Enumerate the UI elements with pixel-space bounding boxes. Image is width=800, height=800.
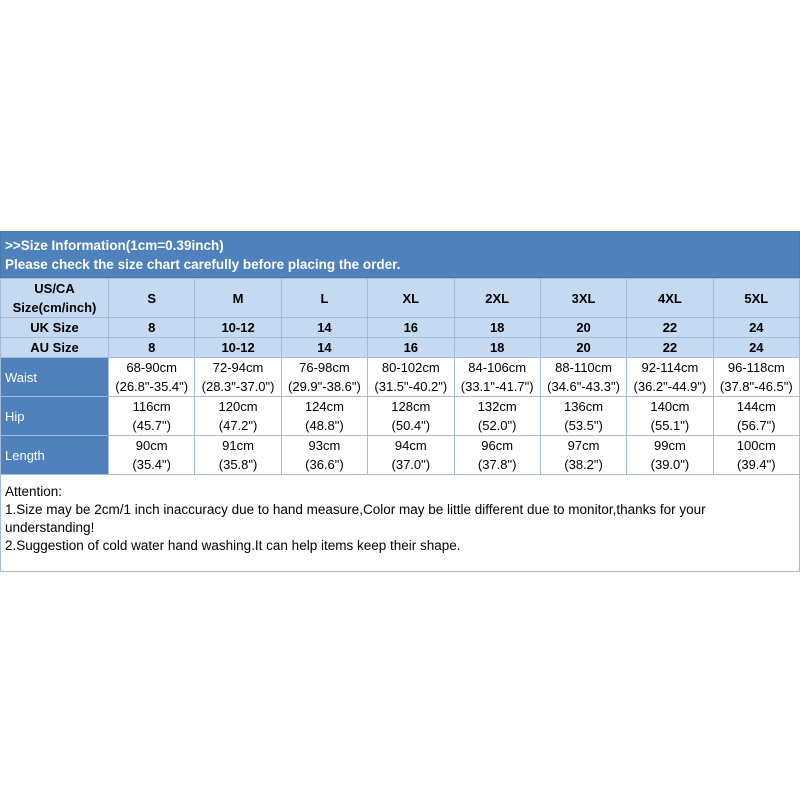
inch-value: (36.2"-44.9"): [633, 379, 707, 394]
cm-value: 132cm: [477, 399, 517, 414]
inch-value: (48.8"): [305, 418, 344, 433]
hip-cell: [713, 397, 799, 436]
us-size-cell: 4XL: [627, 279, 713, 318]
length-cell: [454, 436, 540, 475]
inch-value: (33.1"-41.7"): [460, 379, 534, 394]
hip-cell: [109, 397, 195, 436]
waist-cell: [281, 358, 367, 397]
waist-label: Waist: [1, 358, 109, 397]
notes-line-1: 1.Size may be 2cm/1 inch inaccuracy due to hand measure,Color may be little different due to monitor,thanks for your understanding!: [5, 502, 706, 535]
length-cell: [540, 436, 626, 475]
inch-value: (35.8"): [218, 457, 258, 472]
us-size-cell: L: [281, 279, 367, 318]
length-cell: [109, 436, 195, 475]
hip-cell: [195, 397, 281, 436]
uk-size-row: [1, 318, 800, 338]
cm-value: 94cm: [394, 438, 427, 453]
uk-size-cell: 20: [540, 318, 626, 338]
waist-cell: [368, 358, 454, 397]
attention-notes: [0, 475, 800, 572]
cm-value: 136cm: [564, 399, 604, 414]
uk-size-cell: 22: [627, 318, 713, 338]
us-size-cell: S: [109, 279, 195, 318]
inch-value: (28.3"-37.0"): [201, 379, 275, 394]
cm-value: 116cm: [132, 399, 171, 414]
uk-size-cell: 18: [454, 318, 540, 338]
uk-size-cell: 24: [713, 318, 799, 338]
cm-value: 90cm: [135, 438, 168, 453]
length-cell: [281, 436, 367, 475]
cm-value: 92-114cm: [641, 360, 699, 375]
cm-value: 124cm: [304, 399, 344, 414]
cm-value: 68-90cm: [126, 360, 177, 375]
us-size-cell: 5XL: [713, 279, 799, 318]
inch-value: (31.5"-40.2"): [374, 379, 448, 394]
hip-cell: [281, 397, 367, 436]
cm-value: 88-110cm: [555, 360, 612, 375]
inch-value: (56.7"): [737, 418, 776, 433]
au-size-cell: 8: [109, 338, 195, 358]
cm-value: 80-102cm: [381, 360, 440, 375]
au-size-row: [1, 338, 800, 358]
cm-value: 96-118cm: [727, 360, 785, 375]
inch-value: (26.8"-35.4"): [115, 379, 189, 394]
size-info-banner: [0, 231, 800, 278]
inch-value: (55.1"): [650, 418, 690, 433]
inch-value: (53.5"): [564, 418, 603, 433]
hip-cell: [454, 397, 540, 436]
au-size-cell: 20: [540, 338, 626, 358]
au-size-label: AU Size: [1, 338, 109, 358]
cm-value: 97cm: [567, 438, 600, 453]
cm-value: 140cm: [650, 399, 690, 414]
inch-value: (37.0"): [391, 457, 431, 472]
waist-cell: [195, 358, 281, 397]
length-cell: [627, 436, 713, 475]
inch-value: (39.0"): [650, 457, 690, 472]
uk-size-cell: 8: [109, 318, 195, 338]
inch-value: (39.4"): [737, 457, 776, 472]
cm-value: 84-106cm: [468, 360, 527, 375]
length-cell: [368, 436, 454, 475]
length-label: Length: [1, 436, 109, 475]
cm-value: 72-94cm: [212, 360, 264, 375]
us-size-cell: 3XL: [540, 279, 626, 318]
inch-value: (38.2"): [564, 457, 603, 472]
cm-value: 120cm: [218, 399, 258, 414]
length-cell: [713, 436, 799, 475]
waist-cell: [540, 358, 626, 397]
size-table: [0, 278, 800, 475]
inch-value: (50.4"): [391, 418, 431, 433]
au-size-cell: 10-12: [195, 338, 281, 358]
au-size-cell: 18: [454, 338, 540, 358]
inch-value: (37.8"-46.5"): [719, 379, 793, 394]
waist-cell: [454, 358, 540, 397]
cm-value: 99cm: [654, 438, 686, 453]
waist-cell: [627, 358, 713, 397]
cm-value: 76-98cm: [299, 360, 350, 375]
cm-value: 144cm: [736, 399, 776, 414]
length-cell: [195, 436, 281, 475]
hip-cell: [627, 397, 713, 436]
us-size-cell: 2XL: [454, 279, 540, 318]
cm-value: 91cm: [222, 438, 254, 453]
inch-value: (52.0"): [477, 418, 517, 433]
waist-cell: [713, 358, 799, 397]
hip-row: [1, 397, 800, 436]
hip-cell: [540, 397, 626, 436]
cm-value: 93cm: [308, 438, 341, 453]
us-size-label: US/CA Size(cm/inch): [1, 279, 109, 318]
inch-value: (36.6"): [305, 457, 344, 472]
uk-size-cell: 14: [281, 318, 367, 338]
hip-cell: [368, 397, 454, 436]
inch-value: (45.7"): [132, 418, 171, 433]
us-size-cell: M: [195, 279, 281, 318]
au-size-cell: 22: [627, 338, 713, 358]
hip-label: Hip: [1, 397, 109, 436]
au-size-cell: 24: [713, 338, 799, 358]
inch-value: (34.6"-43.3"): [547, 379, 620, 394]
uk-size-cell: 10-12: [195, 318, 281, 338]
waist-cell: [109, 358, 195, 397]
us-size-cell: XL: [368, 279, 454, 318]
length-row: [1, 436, 800, 475]
us-size-row: [1, 279, 800, 318]
inch-value: (37.8"): [477, 457, 517, 472]
notes-line-2: 2.Suggestion of cold water hand washing.It can help items keep their shape.: [5, 538, 461, 553]
au-size-cell: 14: [281, 338, 367, 358]
au-size-cell: 16: [368, 338, 454, 358]
cm-value: 128cm: [391, 399, 431, 414]
uk-size-label: UK Size: [1, 318, 109, 338]
notes-heading: Attention:: [5, 484, 63, 499]
cm-value: 100cm: [736, 438, 776, 453]
uk-size-cell: 16: [368, 318, 454, 338]
banner-title: >>Size Information(1cm=0.39inch): [5, 238, 224, 253]
size-chart: [0, 231, 800, 572]
inch-value: (47.2"): [218, 418, 258, 433]
waist-row: [1, 358, 800, 397]
cm-value: 96cm: [481, 438, 514, 453]
banner-subtitle: Please check the size chart carefully before placing the order.: [5, 257, 401, 272]
inch-value: (29.9"-38.6"): [288, 379, 361, 394]
inch-value: (35.4"): [132, 457, 171, 472]
